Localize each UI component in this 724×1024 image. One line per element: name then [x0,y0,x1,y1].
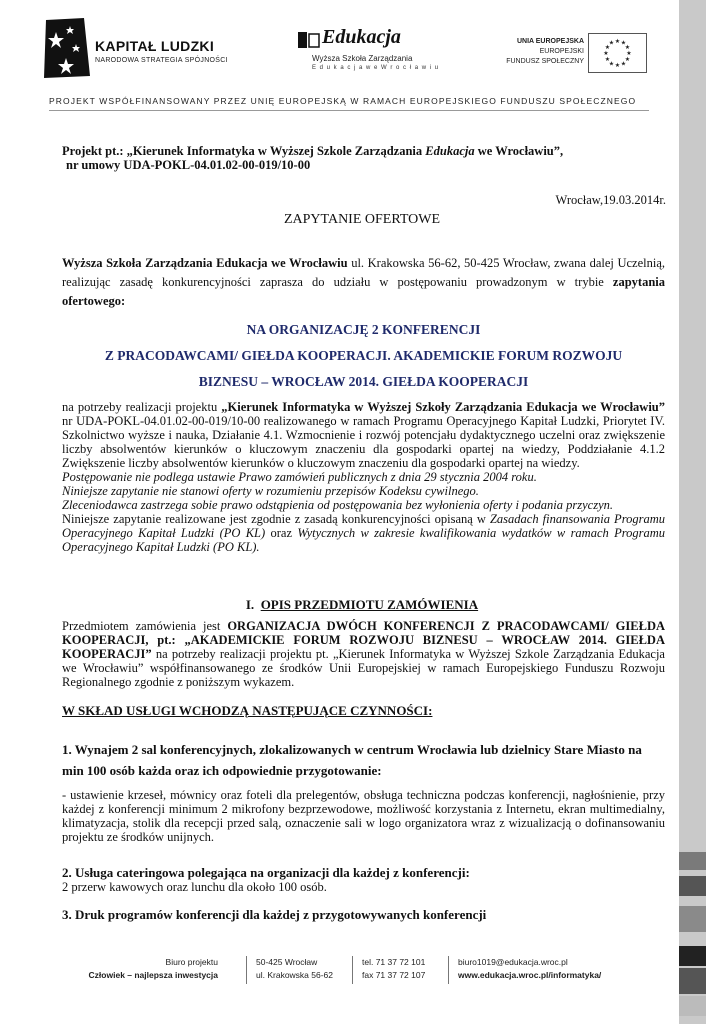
eu-line-3: FUNDUSZ SPOŁECZNY [506,58,584,65]
footer-office [66,956,218,982]
intro-institution: Wyższa Szkoła Zarządzania Edukacja we Wrocławiu [62,256,348,270]
footer-email-link[interactable]: biuro1019@edukacja.wroc.pl [458,957,568,967]
footer-street: ul. Krakowska 56-62 [256,970,334,980]
footer-divider [246,956,247,984]
edukacja-name: Edukacja [322,26,401,48]
project-title-line [62,144,563,159]
section-title: OPIS PRZEDMIOTU ZAMÓWIENIA [260,597,479,612]
kapital-ludzki-subtitle: NARODOWA STRATEGIA SPÓJNOŚCI [95,57,228,64]
svg-text:★: ★ [608,39,615,47]
competitiveness-mid: oraz [265,526,298,540]
svg-text:★: ★ [620,39,627,47]
kapital-ludzki-logo [44,18,244,82]
strip-block [679,946,706,966]
project-context-text: nr UDA-POKL-04.01.02-00-019/10-00 realizowanego w ramach Programu Operacyjnego Kapitał Ludzki, Priorytet IV. Szkolnictwo wyższe i nauka, Działanie 4.1. Wzmocnienie i rozwój potencjału dydaktycznego uczelni oraz zwiększenie liczby absolwentów kierunków o kluczowym znaczeniu dla gospodarki opartej na wiedzy, Poddziałanie 4.1.2 Zwiększenie liczby absolwentów kierunków o kluczowym znaczeniu dla gospodarki opartej na wiedzy. [62,414,665,470]
subject-prefix: Przedmiotem zamówienia jest [62,619,228,633]
footer-slogan: Człowiek – najlepsza inwestycja [88,970,218,980]
service-item-1-title: 1. Wynajem 2 sal konferencyjnych, zlokalizowanych w centrum Wrocławia lub dzielnicy Stare Miasto na min 100 osób każda oraz ich odpowiednie przygotowanie: [62,742,642,778]
strip-block [679,968,706,994]
withdrawal-note: Zleceniodawca zastrzega sobie prawo odstąpienia od postępowania bez wyłonienia oferty i podania przyczyn. [62,498,614,512]
procurement-law-note: Postępowanie nie podlega ustawie Prawo zamówień publicznych z dnia 29 stycznia 2004 roku. [62,470,537,484]
svg-text:★: ★ [608,60,615,68]
svg-text:★: ★ [603,50,609,57]
footer-contact [458,956,601,982]
not-an-offer-note: Niniejsze zapytanie nie stanowi oferty w rozumieniu przepisów Kodeksu cywilnego. [62,484,479,498]
footer-divider [352,956,353,984]
eu-line-2: EUROPEJSKI [539,48,584,55]
footer-city: 50-425 Wrocław [256,957,318,967]
subject-heading-line-2: Z PRACODAWCAMI/ GIEŁDA KOOPERACJI. AKADEMICKIE FORUM ROZWOJU [104,348,623,363]
project-context-prefix: na potrzeby realizacji projektu [62,400,222,414]
svg-text:★: ★ [604,56,611,63]
eu-line-1: UNIA EUROPEJSKA [516,38,584,45]
competitiveness-paragraph [62,512,665,554]
book-icon [298,32,320,48]
strip-block [679,876,706,896]
contract-number-line: nr umowy UDA-POKL-04.01.02-00-019/10-00 [66,158,311,172]
competitiveness-prefix: Niniejsze zapytanie realizowane jest zgodnie z zasadą konkurencyjności opisaną w [62,512,490,526]
svg-text:★: ★ [626,50,632,57]
svg-text:★: ★ [614,38,621,45]
footer-office-label: Biuro projektu [165,957,218,967]
svg-text:★: ★ [614,62,621,69]
decorative-side-strip [679,0,706,1024]
strip-block [679,852,706,870]
project-banner: PROJEKT WSPÓŁFINANSOWANY PRZEZ UNIĘ EUROPEJSKĄ W RAMACH EUROPEJSKIEGO FUNDUSZU SPOŁECZNEGO [49,96,637,106]
svg-text:★: ★ [624,44,631,51]
service-item-2-title: 2. Usługa cateringowa polegająca na organizacji dla każdej z konferencji: [62,865,470,880]
banner-divider [49,110,649,111]
subject-paragraph [62,619,665,689]
eu-flag-icon [588,33,647,73]
footer-phones [362,956,425,982]
kapital-ludzki-title: KAPITAŁ LUDZKI [95,38,215,54]
footer-tel: tel. 71 37 72 101 [362,957,426,967]
svg-text:★: ★ [604,44,611,51]
intro-paragraph [62,254,665,311]
footer-address [256,956,333,982]
project-title-prefix: Projekt pt.: „Kierunek Informatyka w Wyższej Szkole Zarządzania [62,144,426,158]
competitiveness-guidelines: Wytycznych w zakresie kwalifikowania wydatków w ramach Programu Operacyjnego Kapitał Ludzki (PO KL). [62,526,665,554]
footer-fax: fax 71 37 72 107 [362,970,426,980]
edukacja-subtitle-city: E d u k a c j a w e W r o c ł a w i u [312,65,440,71]
project-context-title: „Kierunek Informatyka w Wyższej Szkoły Zarządzania Edukacja we Wrocławiu” [221,400,665,414]
eu-logo-text [490,37,584,67]
edukacja-subtitle: Wyższa Szkoła Zarządzania [312,54,413,63]
footer-website-link[interactable]: www.edukacja.wroc.pl/informatyka/ [458,970,602,980]
intro-mode: zapytania ofertowego: [62,275,665,308]
service-item-2-description: 2 przerw kawowych oraz lunchu dla około 100 osób. [62,880,327,894]
project-title-italic: Edukacja [425,144,475,158]
strip-block [679,996,706,1016]
services-heading: W SKŁAD USŁUGI WCHODZĄ NASTĘPUJĄCE CZYNNOŚCI: [62,703,433,718]
subject-bold: ORGANIZACJA DWÓCH KONFERENCJI Z PRACODAWCAMI/ GIEŁDA KOOPERACJI, pt.: „AKADEMICKIE FORUM ROZWOJU BIZNESU – WROCŁAW 2014. GIEŁDA KOOPERACJI” [62,619,665,661]
subject-heading-line-1: NA ORGANIZACJĘ 2 KONFERENCJI [246,322,481,337]
svg-text:★: ★ [624,56,631,63]
section-number: I. [245,597,255,612]
edukacja-logo [296,26,440,76]
project-title-suffix: we Wrocławiu”, [474,144,564,158]
intro-text: ul. Krakowska 56-62, 50-425 Wrocław, zwana dalej Uczelnią, realizując zasadę konkurencyjności zaprasza do udziału w postępowaniu prowadzonym w trybie [62,256,665,289]
document-date: Wrocław,19.03.2014r. [555,193,666,207]
footer-divider [448,956,449,984]
service-item-1-description: - ustawienie krzeseł, mównicy oraz foteli dla prelegentów, obsługa techniczna podczas konferencji, nagłośnienie, przy każdej z konferencji minimum 2 mikrofony bezprzewodowe, możliwość korzystania z Internetu, ekran multimedialny, klimatyzacja, stolik dla recepcji przed salą, oznaczenie sali w logo organizatora wraz z wizualizacją o dofinansowaniu projektu ze środków unijnych. [62,788,665,844]
main-paragraph-block [62,400,665,554]
subject-rest: na potrzeby realizacji projektu pt. „Kierunek Informatyka w Wyższej Szkole Zarządzania Edukacja we Wrocławiu” współfinansowanego ze środków Unii Europejskiej w ramach Europejskiego Funduszu Rozwoju Regionalnego zgodnie z poniższym wykazem. [62,647,665,689]
kapital-ludzki-emblem-icon [44,18,90,78]
subject-heading-line-3: BIZNESU – WROCŁAW 2014. GIEŁDA KOOPERACJI [198,374,529,389]
competitiveness-rules: Zasadach finansowania Programu Operacyjnego Kapitał Ludzki (PO KL) [62,512,665,540]
document-title: ZAPYTANIE OFERTOWE [283,212,441,227]
project-context-paragraph [62,400,665,470]
section-heading [0,597,724,613]
strip-block [679,906,706,932]
svg-text:★: ★ [620,60,627,68]
service-item-3-title: 3. Druk programów konferencji dla każdej z przygotowywanych konferencji [62,907,487,922]
